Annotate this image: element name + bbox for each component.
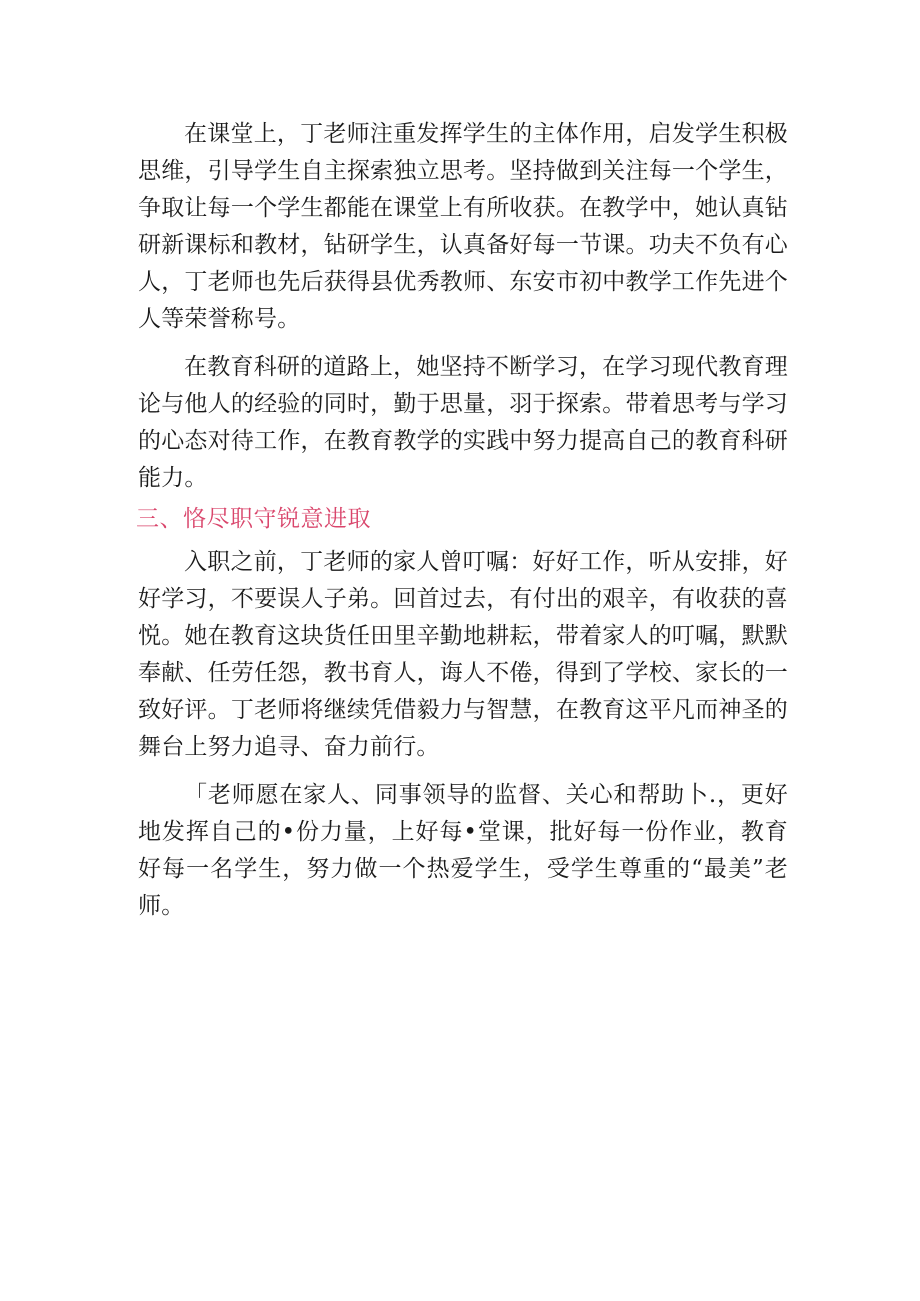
- paragraph-research: 在教育科研的道路上，她坚持不断学习，在学习现代教育理论与他人的经验的同时，勤于思量，羽于探索。带着思考与学习的心态对待工作，在教育教学的实践中努力提高自己的教育科研能力。: [138, 354, 788, 491]
- section-heading: 三、恪尽职守锐意进取: [136, 506, 371, 532]
- paragraph-family-advice: 入职之前，丁老师的家人曾叮嘱：好好工作，听从安排，好好学习，不要误人子弟。回首过去，有付出的艰辛，有收获的喜悦。她在教育这块货任田里辛勤地耕耘，带着家人的叮嘱，默默奉献、任劳任怨，教书育人，诲人不倦，得到了学校、家长的一致好评。丁老师将继续凭借毅力与智慧，在教育这平凡而神圣的舞台上努力追寻、奋力前行。: [138, 549, 788, 760]
- paragraph-classroom: 在课堂上，丁老师注重发挥学生的主体作用，启发学生积极思维，引导学生自主探索独立思考。坚持做到关注每一个学生，争取让每一个学生都能在课堂上有所收获。在教学中，她认真钻研新课标和教材，钻研学生，认真备好每一节课。功夫不负有心人，丁老师也先后获得县优秀教师、东安市初中教学工作先进个人等荣誉称号。: [138, 121, 788, 332]
- document-body: [138, 116, 788, 925]
- paragraph-closing: 「老师愿在家人、同事领导的监督、关心和帮助卜.，更好地发挥自己的•份力量，上好每•堂课，批好每一份作业，教育好每一名学生，努力做一个热爱学生，受学生尊重的“最美”老师。: [138, 782, 788, 919]
